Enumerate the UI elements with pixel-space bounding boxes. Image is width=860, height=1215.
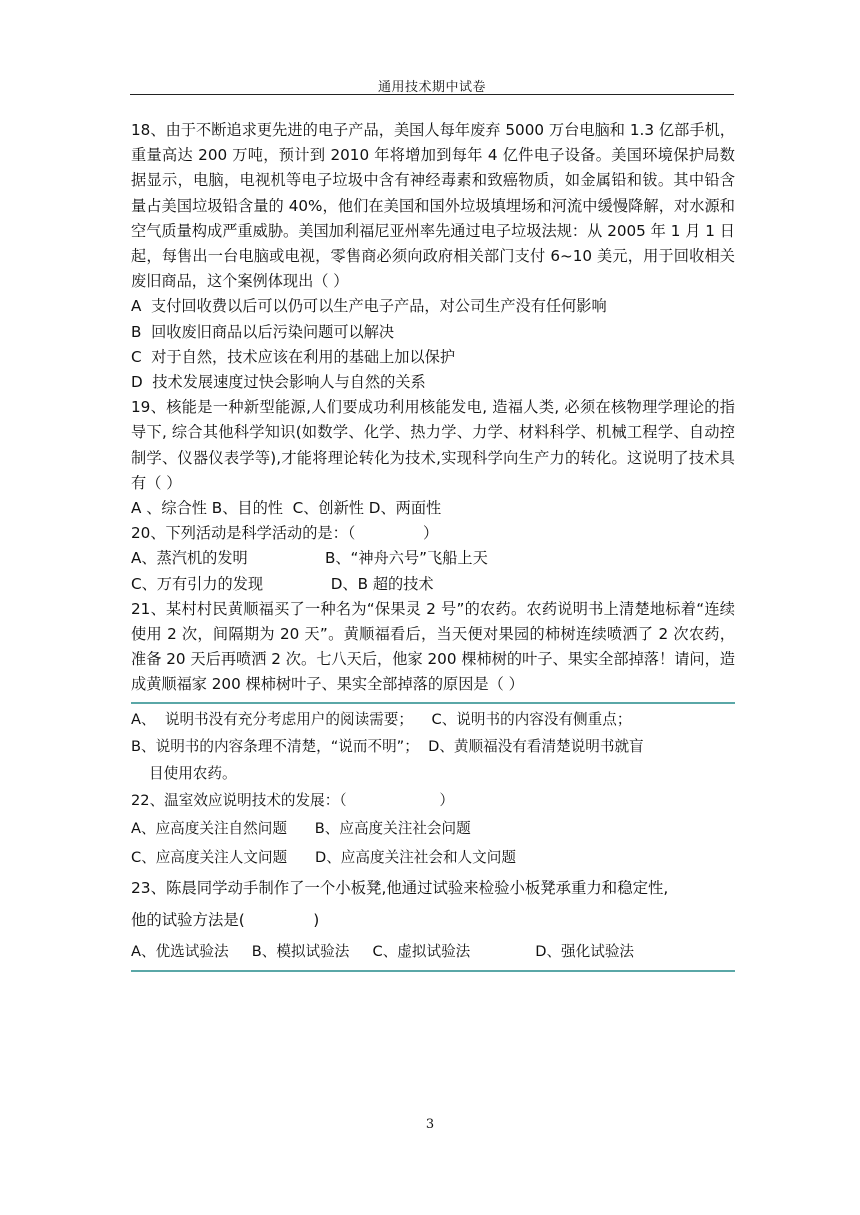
- question-23-stem-line-1: 23、陈晨同学动手制作了一个小板凳,他通过试验来检验小板凳承重力和稳定性,: [131, 878, 669, 897]
- question-18-option-b: B 回收废旧商品以后污染问题可以解决: [131, 322, 395, 341]
- page-number: 3: [425, 1117, 435, 1132]
- question-18-stem: 18、由于不断追求更先进的电子产品，美国人每年废弃 5000 万台电脑和 1.3 亿部手机，重量高达 200 万吨，预计到 2010 年将增加到每年 4 亿件电子设备。美国环境保护局数据显示，电脑，电视机等电子垃圾中含有神经毒素和致癌物质，如金属铅和钹。其中铅含量占美国垃圾铅含量的 40%，他们在美国和国外垃圾填埋场和河流中缓慢降解，对水源和空气质量构成严重威胁。美国加利福尼亚州率先通过电子垃圾法规：从 2005 年 1 月 1 日起，每售出一台电脑或电视，零售商必须向政府相关部门支付 6~10 美元，用于回收相关废旧商品，这个案例体现出（ ）: [131, 121, 735, 291]
- question-22-options-cd: C、应高度关注人文问题 D、应高度关注社会和人文问题: [131, 848, 516, 866]
- question-22-stem: 22、温室效应说明技术的发展：（ ）: [131, 791, 454, 809]
- question-21-option-d-continuation: 目使用农药。: [149, 764, 237, 782]
- question-18-option-a: A 支付回收费以后可以仍可以生产电子产品，对公司生产没有任何影响: [131, 297, 607, 316]
- question-20-options-cd: C、万有引力的发现 D、B 超的技术: [131, 574, 434, 593]
- question-21-options-ac: A、 说明书没有充分考虑用户的阅读需要； C、说明书的内容没有侧重点；: [131, 710, 632, 728]
- question-23-options: A、优选试验法 B、模拟试验法 C、虚拟试验法 D、强化试验法: [131, 942, 635, 960]
- header-divider: [130, 94, 734, 95]
- page-content: [131, 118, 735, 972]
- question-22-options-ab: A、应高度关注自然问题 B、应高度关注社会问题: [131, 819, 471, 837]
- section-divider-bottom: [131, 970, 735, 972]
- question-20-stem: 20、下列活动是科学活动的是：（ ）: [131, 524, 439, 543]
- question-19-options: A 、综合性 B、目的性 C、创新性 D、两面性: [131, 499, 442, 518]
- question-23-stem-line-2: 他的试验方法是( ): [131, 910, 320, 929]
- question-21-stem: 21、某村村民黄顺福买了一种名为“保果灵 2 号”的农药。农药说明书上清楚地标着“连续使用 2 次，间隔期为 20 天”。黄顺福看后，当天便对果园的柿树连续喷洒了 2 次农药，准备 20 天后再喷洒 2 次。七八天后，他家 200 棵柿树的叶子、果实全部掉落！请问，造成黄顺福家 200 棵柿树叶子、果实全部掉落的原因是（ ）: [131, 599, 735, 694]
- question-20-options-ab: A、蒸汽机的发明 B、“神舟六号”飞船上天: [131, 549, 488, 568]
- section-divider-top: [131, 702, 735, 704]
- question-18-option-d: D 技术发展速度过快会影响人与自然的关系: [131, 373, 426, 392]
- question-18-option-c: C 对于自然，技术应该在利用的基础上加以保护: [131, 347, 456, 366]
- question-19-stem: 19、核能是一种新型能源,人们要成功利用核能发电, 造福人类, 必须在核物理学理论的指导下, 综合其他科学知识(如数学、化学、热力学、力学、材料科学、机械工程学、自动控制学、仪器仪表学等),才能将理论转化为技术,实现科学向生产力的转化。这说明了技术具有（ ）: [131, 398, 735, 492]
- page-header-title: 通用技术期中试卷: [377, 80, 486, 95]
- question-21-options-bd: B、说明书的内容条理不清楚，“说而不明”； D、黄顺福没有看清楚说明书就盲: [131, 737, 644, 755]
